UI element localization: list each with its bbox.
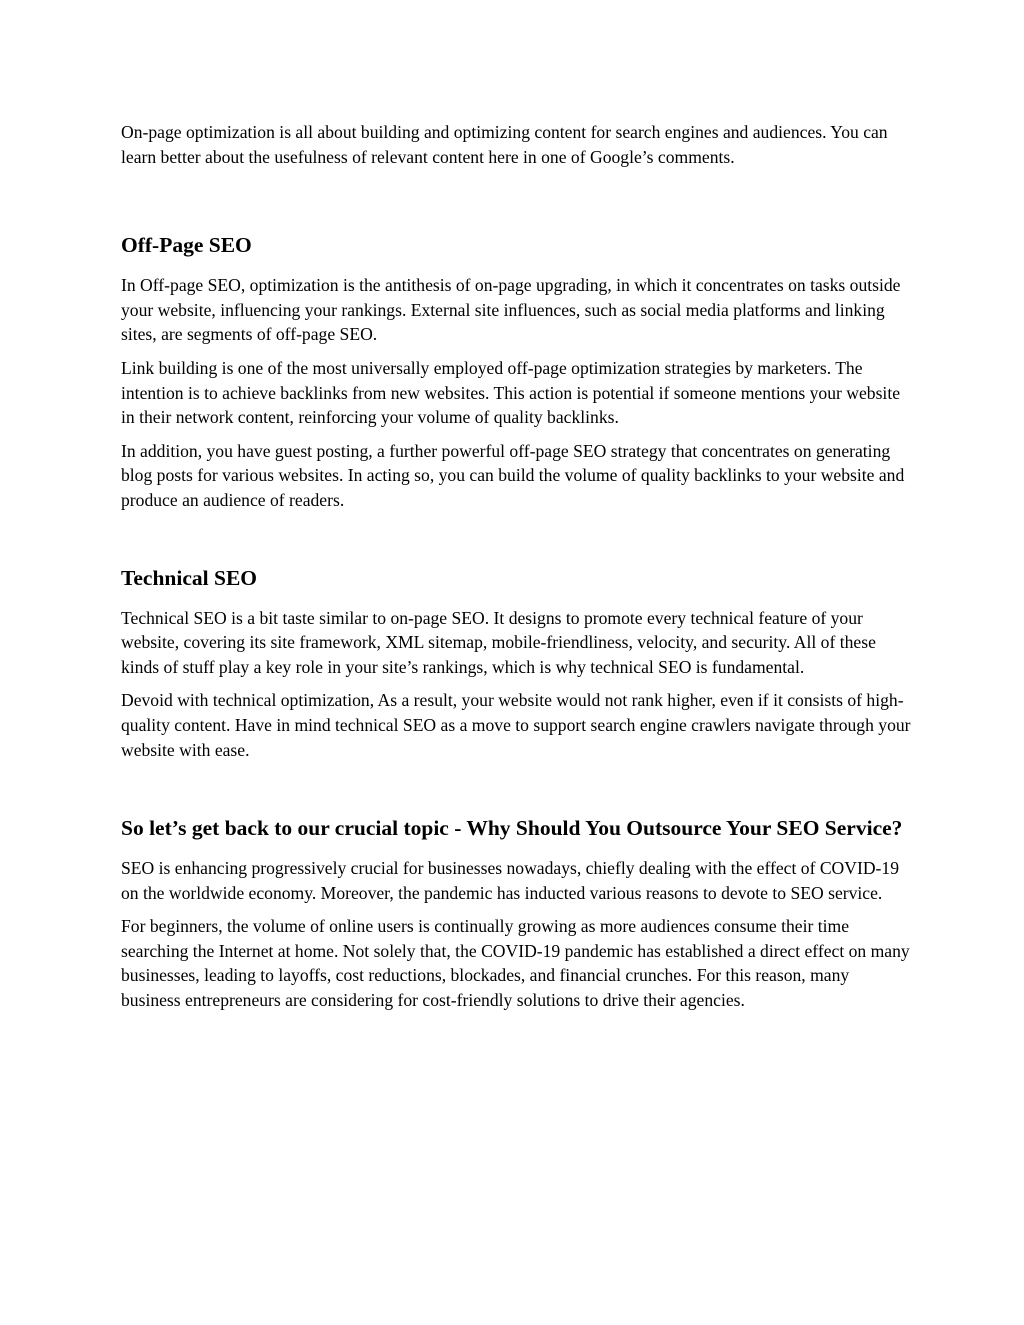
paragraph: In Off-page SEO, optimization is the antithesis of on-page upgrading, in which it concentrates on tasks outside your website, influencing your rankings. External site influences, such as social media platforms and linking sites, are segments of off-page SEO.	[121, 275, 901, 345]
paragraph: In addition, you have guest posting, a further powerful off-page SEO strategy that concentrates on generating blog posts for various websites. In acting so, you can build the volume of quality backlinks to your website and produce an audience of readers.	[121, 440, 905, 510]
section-why-outsource-seo	[121, 814, 911, 1013]
heading-off-page-seo: Off-Page SEO	[121, 233, 252, 258]
document-page	[121, 120, 911, 1013]
paragraph: Technical SEO is a bit taste similar to on-page SEO. It designs to promote every technical feature of your website, covering its site framework, XML sitemap, mobile-friendliness, velocity, and security. All of these kinds of stuff play a key role in your site’s rankings, which is why technical SEO is fundamental.	[121, 607, 876, 677]
paragraph: SEO is enhancing progressively crucial for businesses nowadays, chiefly dealing with the effect of COVID-19 on the worldwide economy. Moreover, the pandemic has inducted various reasons to devote to SEO service.	[121, 858, 899, 903]
paragraph: Link building is one of the most universally employed off-page optimization strategies by marketers. The intention is to achieve backlinks from new websites. This action is potential if someone mentions your website in their network content, reinforcing your volume of quality backlinks.	[121, 357, 901, 428]
paragraph: Devoid with technical optimization, As a result, your website would not rank higher, even if it consists of high-quality content. Have in mind technical SEO as a move to support search engine crawlers navigate through your website with ease.	[121, 690, 911, 760]
section-off-page-seo	[121, 231, 911, 512]
intro-paragraph: On-page optimization is all about building and optimizing content for search engines and audiences. You can learn better about the usefulness of relevant content here in one of Google’s comments.	[121, 122, 888, 167]
paragraph: For beginners, the volume of online users is continually growing as more audiences consume their time searching the Internet at home. Not solely that, the COVID-19 pandemic has established a direct effect on many businesses, leading to layoffs, cost reductions, blockades, and financial crunches. For this reason, many business entrepreneurs are considering for cost-friendly solutions to drive their agencies.	[121, 916, 910, 1011]
section-technical-seo	[121, 564, 911, 763]
heading-technical-seo: Technical SEO	[121, 565, 258, 590]
heading-why-outsource-seo: So let’s get back to our crucial topic - Why Should You Outsource Your SEO Service?	[121, 816, 903, 841]
